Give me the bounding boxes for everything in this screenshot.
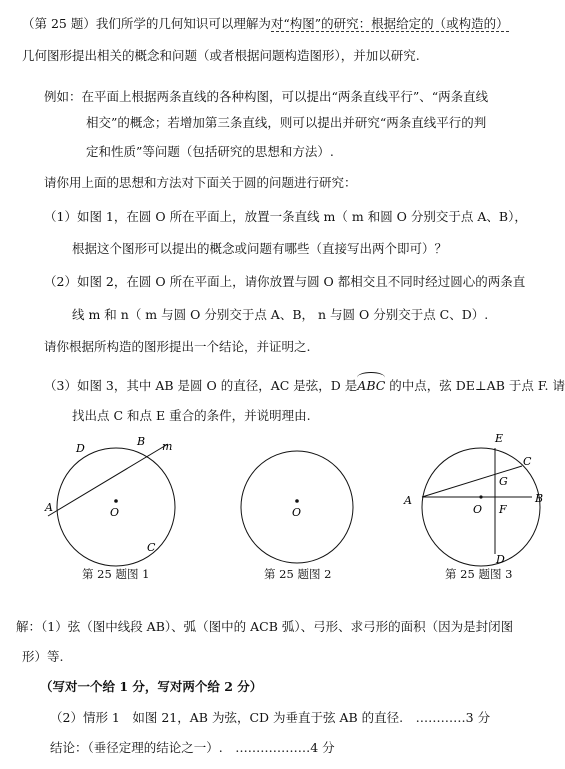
label-A-fig3: A (404, 494, 412, 507)
q3-part-1: （3）如图 3，其中 AB 是圆 O 的直径，AC 是弦，D 是 (44, 378, 358, 393)
solution-line-4: 结论：（垂径定理的结论之一）. ………………4 分 (50, 740, 335, 755)
q2-line-1: （2）如图 2，在圆 O 所在平面上，请你放置与圆 O 都相交且不同时经过圆心的两条直 (44, 274, 526, 289)
q3-part-2: 的中点，弦 DE⊥AB 于点 F. 请 (385, 378, 565, 393)
label-D-fig3: D (496, 553, 505, 566)
label-F-fig3: F (499, 503, 507, 516)
label-B-fig1: B (137, 435, 146, 448)
arc-abc-label: ABC (357, 378, 386, 393)
label-E-fig3: E (495, 432, 504, 445)
figure-3-caption: 第 25 题图 3 (445, 567, 513, 581)
solution-line-3: （2）情形 1 如图 21，AB 为弦，CD 为垂直于弦 AB 的直径. …………3 分 (50, 710, 491, 725)
score-note: （写对一个给 1 分，写对两个给 2 分） (40, 679, 263, 694)
q1-line-2: 根据这个图形可以提出的概念或问题有哪些（直接写出两个即可）？ (72, 241, 448, 256)
center-dot-fig2 (295, 499, 299, 503)
example-line-2: 相交”的概念；若增加第三条直线，则可以提出并研究“两条直线平行的判 (86, 115, 487, 130)
label-B-fig3: B (535, 492, 544, 505)
label-A-fig1: A (45, 501, 53, 514)
label-O-fig2: O (292, 506, 302, 519)
example-line-1: 例如：在平面上根据两条直线的各种构图，可以提出“两条直线平行”、“两条直线 (44, 89, 489, 104)
figure-2-caption: 第 25 题图 2 (264, 567, 332, 581)
q2-prompt: 请你根据所构造的图形提出一个结论，并证明之. (44, 339, 311, 354)
research-prompt: 请你用上面的思想和方法对下面关于圆的问题进行研究： (44, 175, 357, 190)
solution-line-2: 形）等. (22, 649, 64, 664)
label-D-fig1: D (76, 442, 85, 455)
line-m-fig1 (48, 444, 168, 516)
label-C-fig1: C (147, 541, 156, 554)
figure-1 (44, 435, 175, 566)
example-line-3: 定和性质”等问题（包括研究的思想和方法）. (86, 144, 334, 159)
figure-1-caption: 第 25 题图 1 (82, 567, 150, 581)
intro-line-2: 几何图形提出相关的概念和问题（或者根据问题构造图形），并加以研究. (22, 48, 420, 63)
label-O-fig1: O (110, 506, 120, 519)
q2-line-2: 线 m 和 n（ m 与圆 O 分别交于点 A、B， n 与圆 O 分别交于点 C、D）. (72, 307, 489, 322)
intro-line-1-underlined: 对“构图”的研究：根据给定的（或构造的） (270, 16, 509, 31)
intro-line-1-prefix: （第 25 题）我们所学的几何知识可以理解为 (22, 16, 271, 31)
q3-line-1 (44, 376, 565, 394)
q1-line-1: （1）如图 1，在圆 O 所在平面上，放置一条直线 m（ m 和圆 O 分别交于点 A、B）， (44, 209, 527, 224)
label-C-fig3: C (523, 455, 532, 468)
q3-line-2: 找出点 C 和点 E 重合的条件，并说明理由. (72, 408, 311, 423)
figures-area (0, 430, 565, 580)
center-dot-fig3 (479, 495, 482, 498)
label-m-fig1: m (162, 440, 173, 453)
center-dot-fig1 (114, 499, 118, 503)
solution-line-1: 解：（1）弦（图中线段 AB）、弧（图中的 ACB 弧）、弓形、求弓形的面积（因为是封闭图 (16, 619, 514, 634)
figure-3 (403, 432, 543, 566)
intro-line-1 (22, 14, 509, 32)
label-G-fig3: G (499, 475, 508, 488)
figure-2 (241, 451, 353, 563)
label-O-fig3: O (473, 503, 483, 516)
